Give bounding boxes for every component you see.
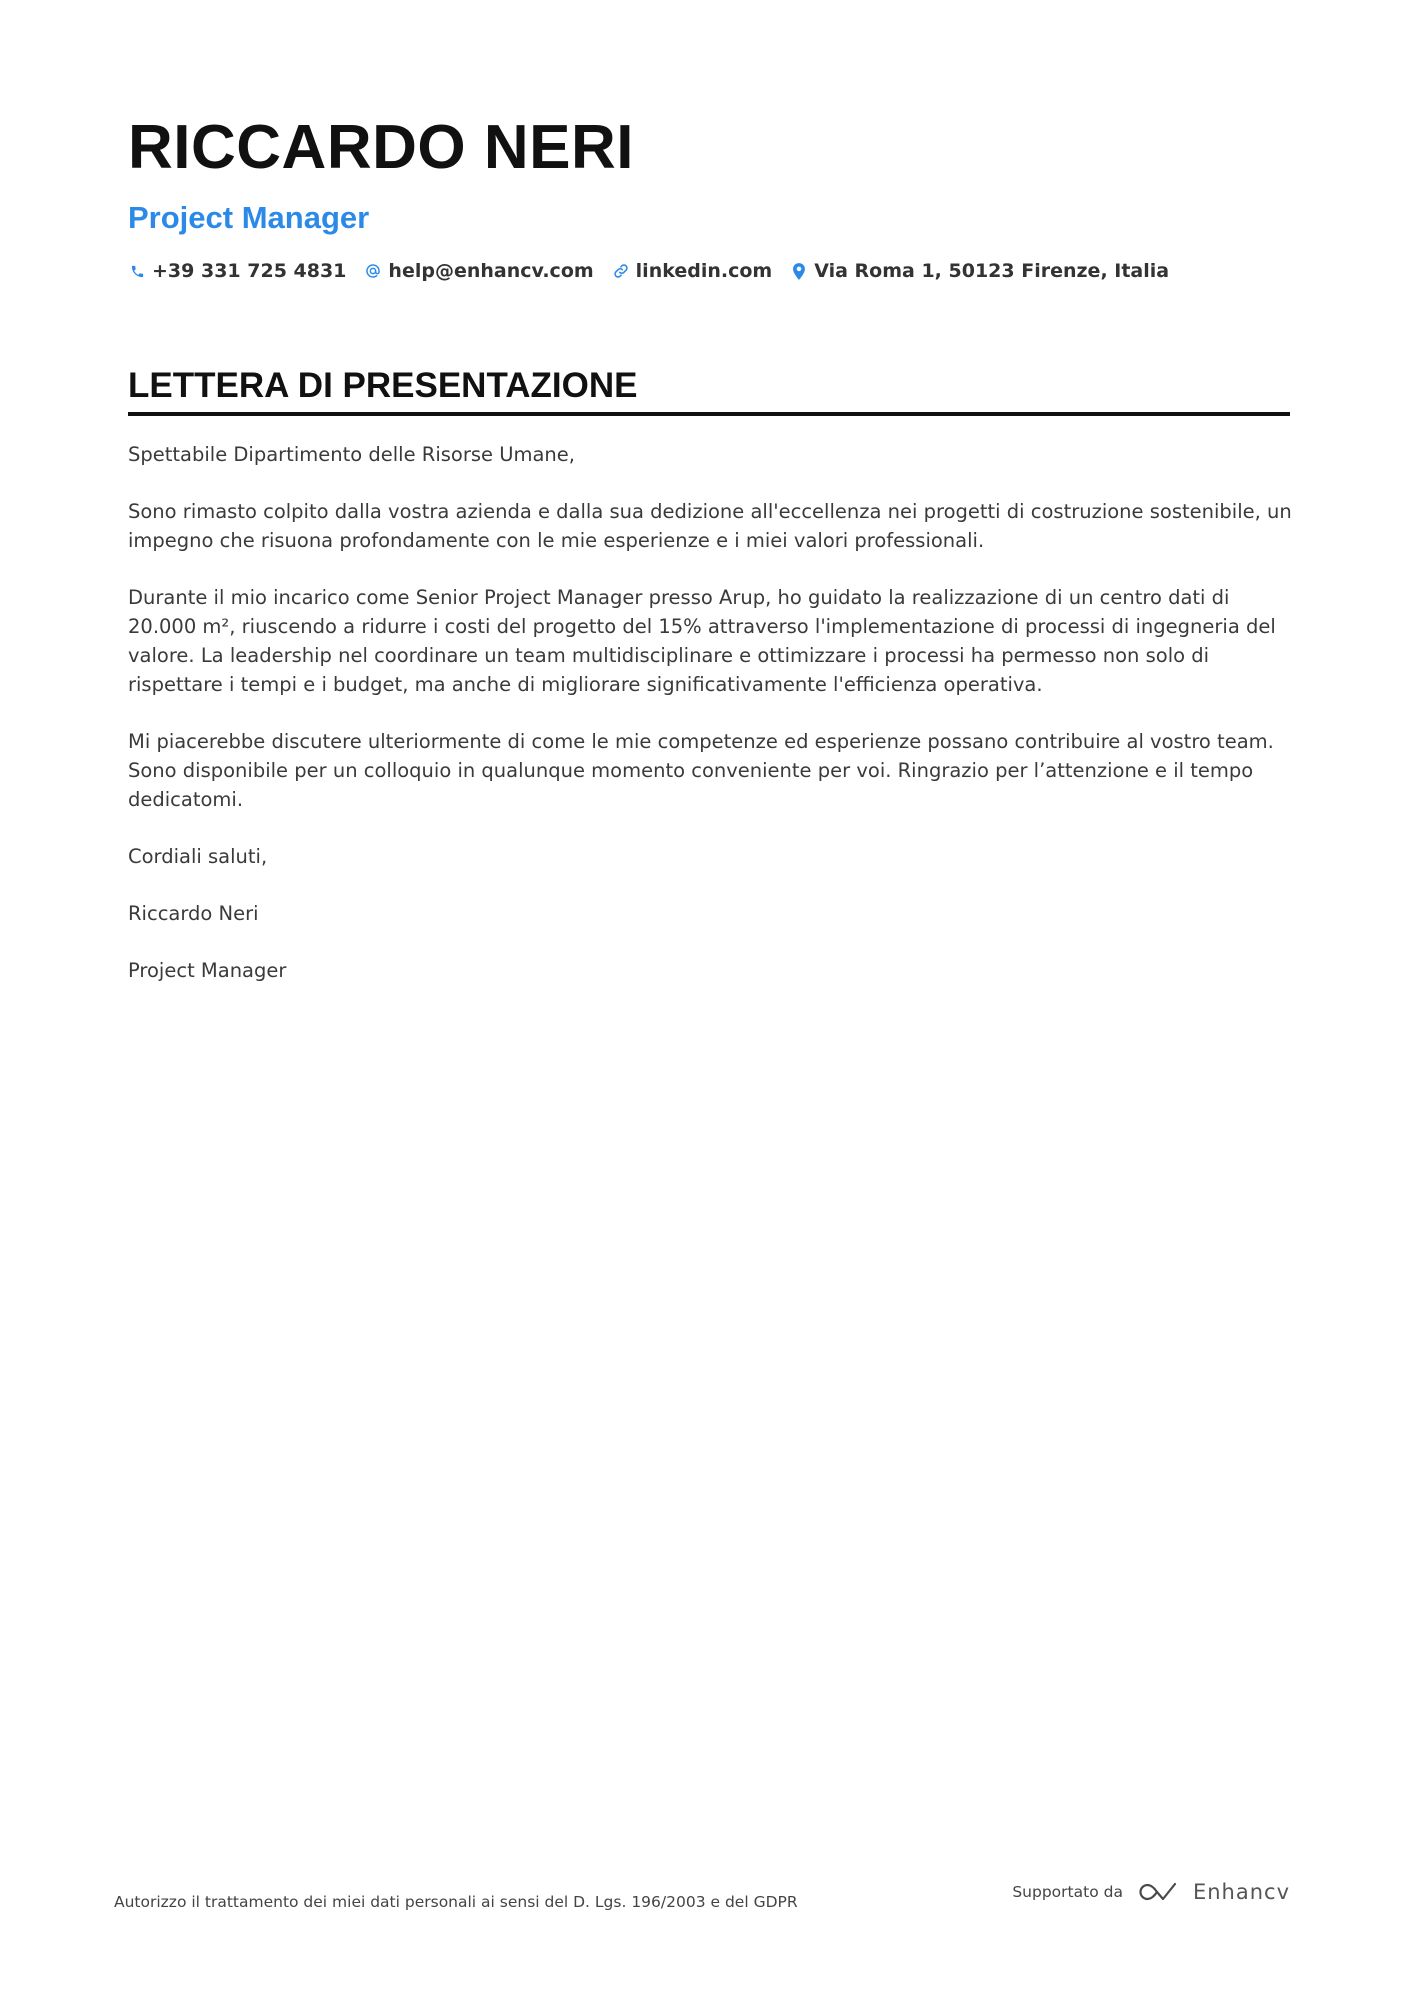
letter-paragraph: Sono rimasto colpito dalla vostra azienda e dalla sua dedizione all'eccellenza nei progetti di costruzione sostenibile, un impegno che risuona profondamente con le mie esperienze e i miei valori professionali. [128, 500, 1292, 552]
letter-paragraph: Mi piacerebbe discutere ulteriormente di come le mie competenze ed esperienze possano contribuire al vostro team. Sono disponibile per un colloquio in qualunque momento conveniente per voi. Ringrazio per l’attenzione e il tempo dedicatomi. [128, 730, 1274, 811]
email-address: help@enhancv.com [388, 260, 594, 282]
letter-closing: Cordiali saluti, [128, 845, 268, 868]
contact-address [790, 260, 1169, 282]
letter-salutation: Spettabile Dipartimento delle Risorse Umane, [128, 443, 575, 466]
powered-by [1012, 1880, 1290, 1904]
letter-paragraph: Durante il mio incarico come Senior Project Manager presso Arup, ho guidato la realizzazione di un centro dati di 20.000 m², riuscendo a ridurre i costi del progetto del 15% attraverso l'implementazione di processi di ingegneria del valore. La leadership nel coordinare un team multidisciplinare e ottimizzare i processi ha permesso non solo di rispettare i tempi e i budget, ma anche di migliorare significativamente l'efficienza operativa. [128, 586, 1276, 696]
contact-linkedin [612, 260, 773, 282]
header [128, 112, 1288, 282]
link-icon [612, 261, 630, 281]
contact-phone [128, 260, 346, 282]
contact-bar [128, 260, 1288, 282]
letter-body [128, 440, 1298, 1013]
candidate-name: RICCARDO NERI [128, 113, 634, 182]
privacy-consent: Autorizzo il trattamento dei miei dati personali ai sensi del D. Lgs. 196/2003 e del GDPR [114, 1893, 798, 1911]
phone-icon [128, 261, 146, 281]
linkedin-url: linkedin.com [635, 260, 773, 282]
powered-by-label: Supportato da [1012, 1883, 1123, 1901]
candidate-role: Project Manager [128, 200, 370, 235]
phone-number: +39 331 725 4831 [152, 260, 347, 282]
address: Via Roma 1, 50123 Firenze, Italia [814, 260, 1170, 282]
contact-email [364, 260, 593, 282]
letter-signature-title: Project Manager [128, 959, 287, 982]
enhancv-brand-name: Enhancv [1192, 1880, 1290, 1904]
letter-signature-name: Riccardo Neri [128, 902, 259, 925]
location-pin-icon [790, 261, 808, 281]
section-title: LETTERA DI PRESENTAZIONE [128, 364, 1290, 416]
enhancv-logo [1137, 1880, 1290, 1904]
enhancv-logo-icon [1137, 1880, 1183, 1904]
at-icon [364, 261, 382, 281]
